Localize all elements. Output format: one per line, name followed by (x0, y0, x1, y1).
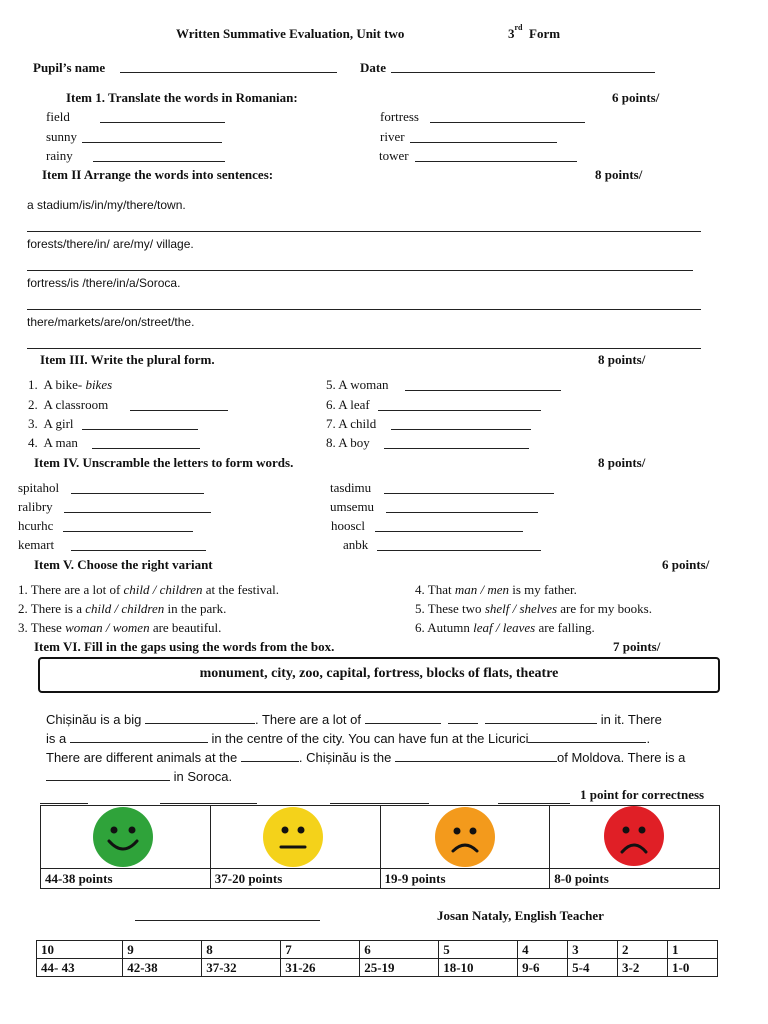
item1-word: field (46, 109, 70, 124)
item3-points: 8 points/ (598, 352, 646, 367)
grade-range: 31-26 (281, 959, 360, 977)
grade-mark: 5 (439, 941, 518, 959)
smiley-cell (210, 806, 380, 869)
item5-sentence: 2. There is a child / children in the park. (18, 601, 227, 616)
item1-word: rainy (46, 148, 73, 163)
item5-sentence: 3. These woman / women are beautiful. (18, 620, 222, 635)
item2-answer-field[interactable] (27, 309, 701, 310)
form-label (508, 23, 561, 42)
gap-field[interactable] (448, 711, 478, 724)
item4-title: Item IV. Unscramble the letters to form words. (34, 455, 294, 470)
item4-scrambled: tasdimu (330, 480, 372, 495)
date-field[interactable] (391, 72, 655, 73)
smiley-cell (550, 806, 720, 869)
grades-table (36, 940, 718, 977)
item2-sentence: forests/there/in/ are/my/ village. (27, 237, 194, 251)
item1-answer-field[interactable] (410, 142, 557, 143)
item5-choice[interactable]: woman / women (65, 620, 150, 635)
form-number: 3 (508, 26, 515, 41)
item3-answer-field[interactable] (391, 429, 531, 430)
item3-entry: 1. A bike- bikes (28, 377, 113, 392)
gap-field[interactable] (241, 749, 299, 762)
item5-choice[interactable]: man / men (454, 582, 510, 597)
gap-field[interactable] (528, 730, 646, 743)
item3-answer-field[interactable] (378, 410, 541, 411)
item1-answer-field[interactable] (430, 122, 585, 123)
grade-range: 3-2 (618, 959, 668, 977)
item3-answer-field[interactable] (384, 448, 529, 449)
gap-field[interactable] (70, 730, 208, 743)
grade-mark: 7 (281, 941, 360, 959)
item3-answer-field[interactable] (130, 410, 228, 411)
grade-mark: 1 (667, 941, 717, 959)
grade-range: 25-19 (360, 959, 439, 977)
item5-points: 6 points/ (662, 557, 710, 572)
gap-field[interactable] (365, 711, 441, 724)
paragraph-line: There are different animals at the . Chișinău is the of Moldova. There is a (46, 750, 686, 765)
item3-entry: 8. A boy (326, 435, 370, 450)
score-range: 19-9 points (380, 869, 550, 889)
smiley-cell (41, 806, 211, 869)
gap-field[interactable] (395, 749, 557, 762)
correctness-note: 1 point for correctness (580, 787, 705, 802)
item5-choice[interactable]: child / children (123, 582, 203, 597)
pupil-name-field[interactable] (120, 72, 337, 73)
item6-points: 7 points/ (613, 639, 661, 654)
item3-answer-field[interactable] (405, 390, 561, 391)
item5-title: Item V. Choose the right variant (34, 557, 213, 572)
item2-answer-field[interactable] (27, 348, 701, 349)
paragraph-line: is a in the centre of the city. You can have fun at the Licurici . (46, 731, 651, 746)
item5-choice[interactable]: shelf / shelves (484, 601, 558, 616)
item1-title: Item 1. Translate the words in Romanian: (66, 90, 298, 105)
grade-range: 5-4 (568, 959, 618, 977)
item1-word: river (380, 129, 405, 144)
form-ordinal: rd (514, 23, 523, 32)
item2-points: 8 points/ (595, 167, 643, 182)
word-box-text: monument, city, zoo, capital, fortress, blocks of flats, theatre (199, 666, 559, 681)
grade-mark: 2 (618, 941, 668, 959)
grade-range: 9-6 (518, 959, 568, 977)
form-word: Form (529, 26, 561, 41)
grade-range: 37-32 (202, 959, 281, 977)
item3-entry: 6. A leaf (326, 397, 370, 412)
teacher-signature: Josan Nataly, English Teacher (437, 908, 604, 923)
grade-mark: 10 (37, 941, 123, 959)
item3-entry: 5. A woman (326, 377, 389, 392)
separator-line (498, 803, 570, 804)
item2-answer-field[interactable] (27, 270, 693, 271)
grade-range: 44- 43 (37, 959, 123, 977)
gap-field[interactable] (145, 711, 255, 724)
item1-answer-field[interactable] (100, 122, 225, 123)
date-label: Date (360, 60, 386, 75)
item3-entry: 7. A child (326, 416, 377, 431)
item1-answer-field[interactable] (415, 161, 577, 162)
item3-answer-field[interactable] (92, 448, 200, 449)
item2-answer-field[interactable] (27, 231, 701, 232)
grade-mark: 3 (568, 941, 618, 959)
item4-scrambled: spitahol (18, 480, 60, 495)
item3-title: Item III. Write the plural form. (40, 352, 215, 367)
item4-points: 8 points/ (598, 455, 646, 470)
item4-scrambled: hooscl (331, 518, 365, 533)
item2-sentence: there/markets/are/on/street/the. (27, 315, 195, 329)
item4-scrambled: ralibry (18, 499, 53, 514)
item4-scrambled: hcurhc (18, 518, 54, 533)
grade-mark: 9 (123, 941, 202, 959)
item4-scrambled: anbk (343, 537, 369, 552)
gap-field[interactable] (485, 711, 597, 724)
item4-answer-field[interactable] (64, 512, 211, 513)
paragraph-line: in Soroca. (46, 767, 726, 786)
item4-answer-field[interactable] (377, 550, 541, 551)
item4-answer-field[interactable] (384, 493, 554, 494)
item5-sentence: 5. These two shelf / shelves are for my books. (415, 601, 652, 616)
item1-word: tower (379, 148, 409, 163)
grade-range: 18-10 (439, 959, 518, 977)
item4-answer-field[interactable] (71, 493, 204, 494)
item1-answer-field[interactable] (82, 142, 222, 143)
grade-mark: 4 (518, 941, 568, 959)
grade-mark: 8 (202, 941, 281, 959)
item2-title: Item II Arrange the words into sentences: (42, 167, 274, 182)
item3-entry: 3. A girl (28, 416, 74, 431)
separator-line (160, 803, 257, 804)
gap-field[interactable] (46, 768, 170, 781)
pupil-name-label: Pupil’s name (33, 60, 106, 75)
item5-sentence: 4. That man / men is my father. (415, 582, 577, 597)
neutral-face-icon (263, 807, 323, 867)
item4-answer-field[interactable] (375, 531, 523, 532)
item2-sentence: a stadium/is/in/my/there/town. (27, 198, 186, 212)
grade-range: 1-0 (667, 959, 717, 977)
score-range: 37-20 points (210, 869, 380, 889)
item3-example-answer: bikes (85, 377, 113, 392)
separator-line (330, 803, 429, 804)
document-title: Written Summative Evaluation, Unit two (176, 26, 405, 41)
item4-answer-field[interactable] (63, 531, 193, 532)
grade-range: 42-38 (123, 959, 202, 977)
item4-scrambled: kemart (18, 537, 55, 552)
item1-word: fortress (380, 109, 419, 124)
item4-scrambled: umsemu (330, 499, 375, 514)
item4-answer-field[interactable] (71, 550, 206, 551)
separator-line (40, 803, 88, 804)
paragraph-line: Chișinău is a big . There are a lot of in it. There (46, 712, 662, 727)
signature-field[interactable] (135, 920, 320, 921)
item2-sentence: fortress/is /there/in/a/Soroca. (27, 276, 181, 290)
sad-face-icon (604, 806, 664, 866)
grade-mark: 6 (360, 941, 439, 959)
sad-face-icon (435, 807, 495, 867)
item5-choice[interactable]: child / children (85, 601, 165, 616)
fill-in-paragraph (46, 710, 726, 786)
item1-points: 6 points/ (612, 90, 660, 105)
item3-entry: 2. A classroom (28, 397, 109, 412)
item5-sentence: 6. Autumn leaf / leaves are falling. (415, 620, 595, 635)
item4-answer-field[interactable] (386, 512, 538, 513)
item1-word: sunny (46, 129, 78, 144)
item3-answer-field[interactable] (82, 429, 198, 430)
word-box (38, 657, 720, 693)
item5-choice[interactable]: leaf / leaves (473, 620, 536, 635)
score-range: 8-0 points (550, 869, 720, 889)
score-range: 44-38 points (41, 869, 211, 889)
smiley-cell (380, 806, 550, 869)
smiley-table (40, 805, 720, 889)
item3-entry: 4. A man (28, 435, 78, 450)
happy-face-icon (93, 807, 153, 867)
item1-answer-field[interactable] (93, 161, 225, 162)
item5-sentence: 1. There are a lot of child / children at the festival. (18, 582, 280, 597)
item6-title: Item VI. Fill in the gaps using the words from the box. (34, 639, 335, 654)
